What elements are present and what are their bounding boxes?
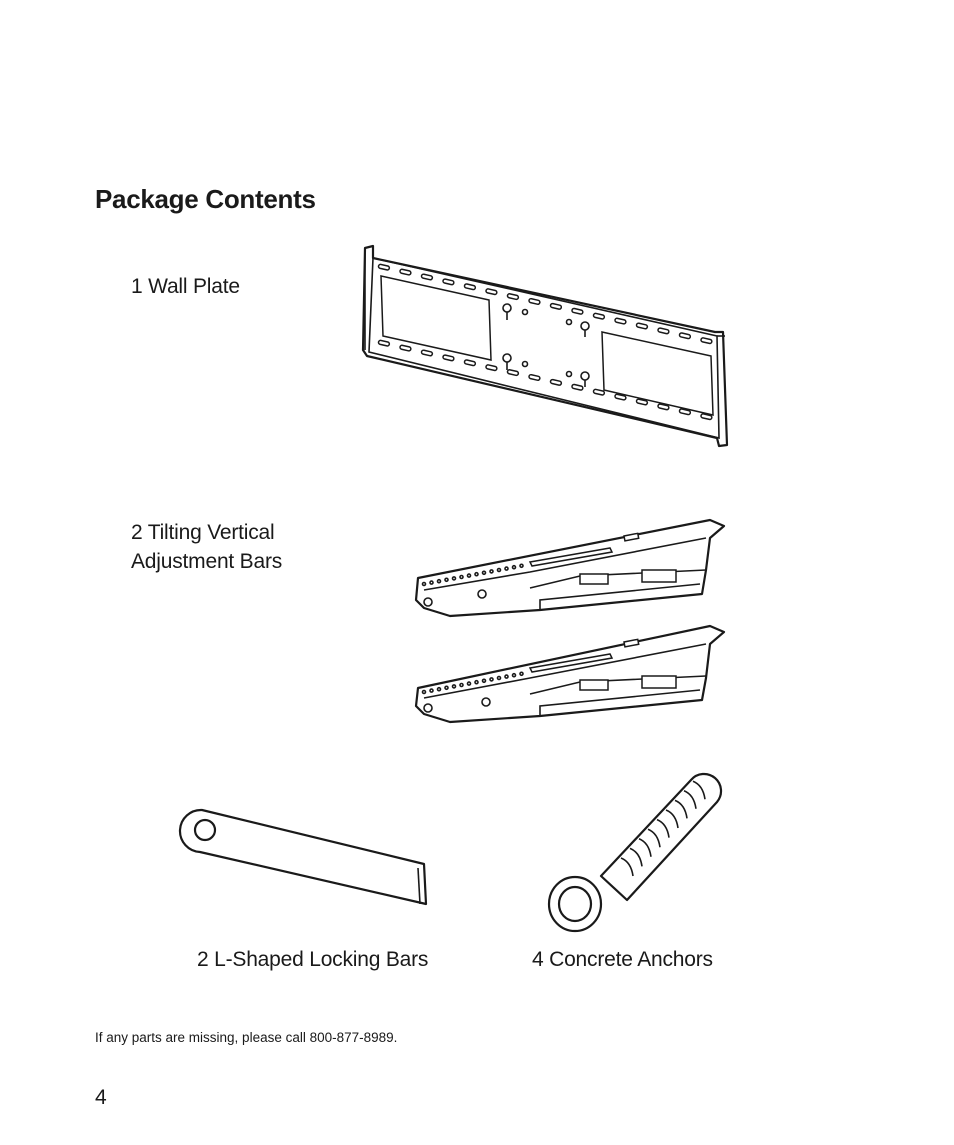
missing-parts-note: If any parts are missing, please call 800-877-8989. xyxy=(95,1030,398,1045)
locking-bar-illustration xyxy=(180,800,435,915)
adjustment-bar-upper xyxy=(416,520,724,616)
wall-plate-illustration xyxy=(355,240,735,455)
tilting-vertical-adjustment-bars-illustration xyxy=(410,512,730,732)
adjustment-bars-label-line-2: Adjustment Bars xyxy=(131,550,283,573)
wall-plate-label: 1 Wall Plate xyxy=(131,275,240,298)
locking-bars-label: 2 L-Shaped Locking Bars xyxy=(197,948,429,971)
page-number: 4 xyxy=(95,1086,107,1109)
adjustment-bar-lower xyxy=(416,626,724,722)
page-title: Package Contents xyxy=(95,184,316,214)
adjustment-bars-label xyxy=(131,518,351,576)
concrete-anchors-label: 4 Concrete Anchors xyxy=(532,948,713,971)
concrete-anchor-illustration xyxy=(545,770,725,935)
adjustment-bars-label-line-1: 2 Tilting Vertical xyxy=(131,521,275,544)
